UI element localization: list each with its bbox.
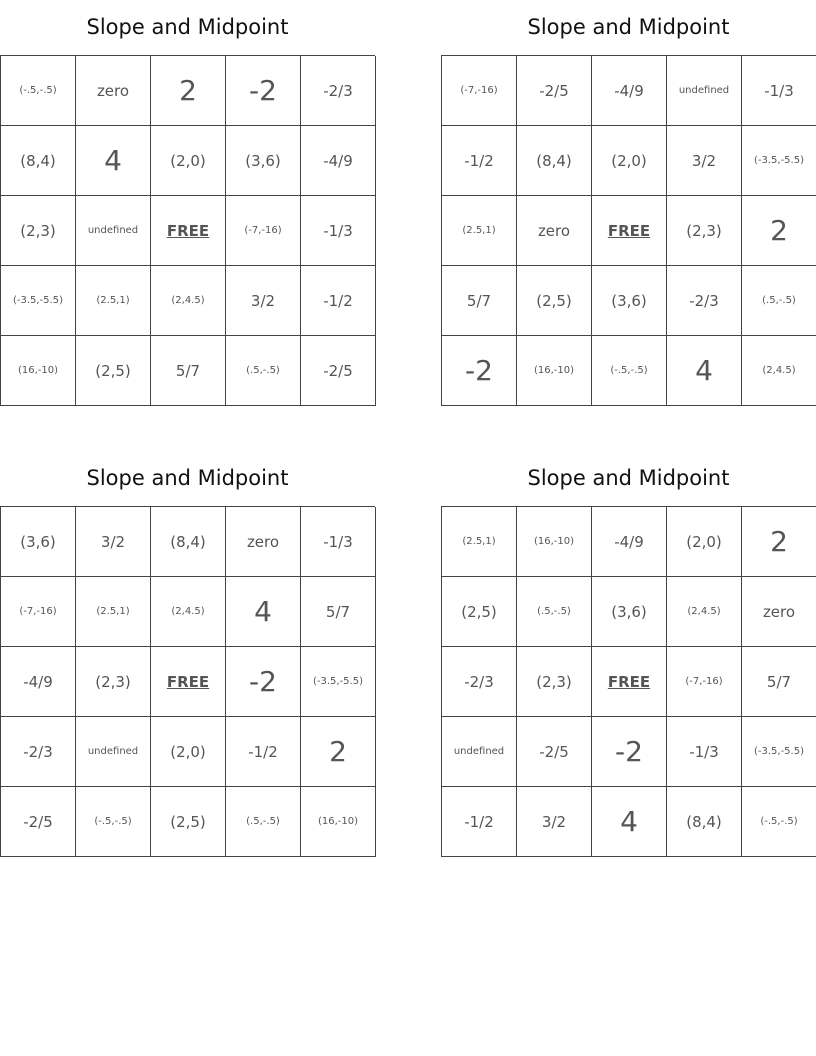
bingo-cell: 3/2	[517, 787, 592, 857]
bingo-cell: -2/5	[517, 56, 592, 126]
bingo-cell: (-3.5,-5.5)	[742, 126, 816, 196]
bingo-cell: 2	[742, 507, 816, 577]
bingo-cell: -4/9	[301, 126, 376, 196]
bingo-cell: -2/3	[301, 56, 376, 126]
bingo-cell: (8,4)	[517, 126, 592, 196]
card-title: Slope and Midpoint	[86, 15, 289, 39]
bingo-cell: (2,5)	[442, 577, 517, 647]
bingo-cell: (8,4)	[151, 507, 226, 577]
bingo-cell: (.5,-.5)	[742, 266, 816, 336]
bingo-cell: (2.5,1)	[442, 196, 517, 266]
bingo-cell: (3,6)	[226, 126, 301, 196]
bingo-cell: (16,-10)	[301, 787, 376, 857]
bingo-cell: (3,6)	[592, 266, 667, 336]
bingo-cell: 4	[76, 126, 151, 196]
bingo-card-2	[441, 12, 816, 406]
bingo-cell: (2,3)	[76, 647, 151, 717]
bingo-cell: (2,5)	[151, 787, 226, 857]
bingo-cell: 4	[592, 787, 667, 857]
bingo-cell: -4/9	[1, 647, 76, 717]
bingo-cell: -1/2	[442, 787, 517, 857]
bingo-cell: -4/9	[592, 507, 667, 577]
card-title: Slope and Midpoint	[527, 466, 730, 490]
bingo-cell: (-7,-16)	[1, 577, 76, 647]
bingo-cell: -2/3	[442, 647, 517, 717]
bingo-cell: 3/2	[226, 266, 301, 336]
bingo-cell: -1/3	[742, 56, 816, 126]
bingo-cell: zero	[76, 56, 151, 126]
bingo-cell: 3/2	[76, 507, 151, 577]
bingo-cell: 2	[742, 196, 816, 266]
bingo-cell: -2	[226, 56, 301, 126]
bingo-cell: (8,4)	[1, 126, 76, 196]
bingo-cell: -1/3	[667, 717, 742, 787]
bingo-cell: 3/2	[667, 126, 742, 196]
bingo-cell: -1/3	[301, 507, 376, 577]
bingo-cell: (-.5,-.5)	[592, 336, 667, 406]
bingo-cell: (2,0)	[151, 126, 226, 196]
bingo-cell: (-.5,-.5)	[1, 56, 76, 126]
bingo-cell: (3,6)	[592, 577, 667, 647]
free-space-cell: FREE	[151, 196, 226, 266]
bingo-cell: -1/2	[301, 266, 376, 336]
bingo-cell: zero	[226, 507, 301, 577]
bingo-cell: 2	[301, 717, 376, 787]
bingo-card-3	[0, 463, 375, 857]
bingo-cell: (2.5,1)	[76, 266, 151, 336]
bingo-cell: (16,-10)	[517, 507, 592, 577]
bingo-cell: (3,6)	[1, 507, 76, 577]
bingo-cell: (2.5,1)	[76, 577, 151, 647]
bingo-cell: -2/5	[1, 787, 76, 857]
bingo-cell: -1/2	[226, 717, 301, 787]
bingo-cell: (2,3)	[517, 647, 592, 717]
bingo-cell: undefined	[667, 56, 742, 126]
bingo-cell: (16,-10)	[517, 336, 592, 406]
bingo-cell: 2	[151, 56, 226, 126]
bingo-cell: (-7,-16)	[226, 196, 301, 266]
bingo-cell: (2,3)	[1, 196, 76, 266]
bingo-cell: -2/5	[301, 336, 376, 406]
bingo-cell: 5/7	[301, 577, 376, 647]
bingo-cell: -1/3	[301, 196, 376, 266]
bingo-card-4	[441, 463, 816, 857]
bingo-grid	[0, 55, 375, 406]
bingo-cell: 5/7	[742, 647, 816, 717]
bingo-cell: -2/3	[667, 266, 742, 336]
bingo-cell: (-3.5,-5.5)	[301, 647, 376, 717]
bingo-cell: (8,4)	[667, 787, 742, 857]
bingo-cell: (2,4.5)	[151, 266, 226, 336]
bingo-cell: (.5,-.5)	[226, 787, 301, 857]
bingo-cell: (2,0)	[151, 717, 226, 787]
bingo-cell: (2,4.5)	[742, 336, 816, 406]
bingo-grid	[441, 55, 816, 406]
bingo-cell: (-.5,-.5)	[76, 787, 151, 857]
bingo-cell: (-.5,-.5)	[742, 787, 816, 857]
bingo-cell: undefined	[76, 717, 151, 787]
bingo-cell: (.5,-.5)	[226, 336, 301, 406]
bingo-cell: undefined	[76, 196, 151, 266]
bingo-cell: -1/2	[442, 126, 517, 196]
bingo-cell: 5/7	[151, 336, 226, 406]
card-title: Slope and Midpoint	[86, 466, 289, 490]
bingo-cell: (.5,-.5)	[517, 577, 592, 647]
free-space-cell: FREE	[151, 647, 226, 717]
bingo-cell: -2	[226, 647, 301, 717]
bingo-cell: (2,5)	[76, 336, 151, 406]
bingo-grid	[0, 506, 375, 857]
free-space-cell: FREE	[592, 196, 667, 266]
bingo-cell: -2/3	[1, 717, 76, 787]
bingo-cell: (2,3)	[667, 196, 742, 266]
bingo-cell: -2	[442, 336, 517, 406]
bingo-cell: (-7,-16)	[442, 56, 517, 126]
bingo-cell: -4/9	[592, 56, 667, 126]
bingo-cell: (2.5,1)	[442, 507, 517, 577]
bingo-cell: (-3.5,-5.5)	[1, 266, 76, 336]
bingo-cell: (2,0)	[667, 507, 742, 577]
card-title: Slope and Midpoint	[527, 15, 730, 39]
bingo-grid	[441, 506, 816, 857]
bingo-cell: 4	[226, 577, 301, 647]
bingo-card-1	[0, 12, 375, 406]
bingo-cell: zero	[742, 577, 816, 647]
bingo-cell: (2,5)	[517, 266, 592, 336]
bingo-cell: -2/5	[517, 717, 592, 787]
bingo-cell: (-3.5,-5.5)	[742, 717, 816, 787]
bingo-cell: -2	[592, 717, 667, 787]
bingo-cell: 5/7	[442, 266, 517, 336]
bingo-cell: (16,-10)	[1, 336, 76, 406]
bingo-cell: (-7,-16)	[667, 647, 742, 717]
bingo-cell: zero	[517, 196, 592, 266]
free-space-cell: FREE	[592, 647, 667, 717]
bingo-cell: (2,0)	[592, 126, 667, 196]
bingo-cell: (2,4.5)	[667, 577, 742, 647]
bingo-cell: 4	[667, 336, 742, 406]
bingo-cell: undefined	[442, 717, 517, 787]
bingo-cell: (2,4.5)	[151, 577, 226, 647]
